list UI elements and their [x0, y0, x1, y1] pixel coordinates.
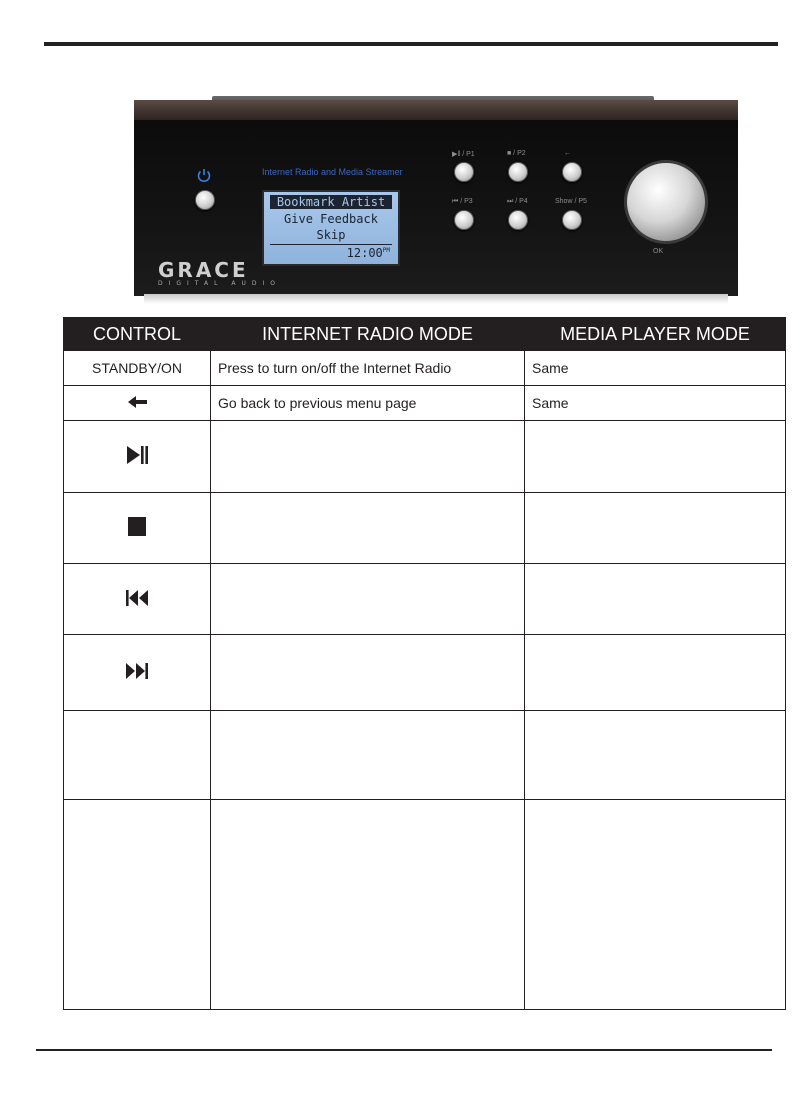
media-cell	[525, 711, 786, 800]
control-cell	[64, 493, 211, 564]
skip-back-icon	[125, 588, 149, 608]
table-row	[64, 493, 786, 564]
knob-label: OK	[653, 248, 664, 255]
device-shadow	[144, 294, 728, 304]
header-radio-mode: INTERNET RADIO MODE	[211, 318, 525, 351]
lcd-line-2: Give Feedback	[284, 212, 378, 226]
control-cell	[64, 711, 211, 800]
table-row	[64, 800, 786, 1010]
table-row	[64, 421, 786, 493]
power-button	[195, 190, 215, 210]
button-label-p3: ⏮ / P3	[452, 198, 473, 205]
top-edge	[134, 100, 738, 120]
table-row	[64, 711, 786, 800]
radio-cell	[211, 421, 525, 493]
radio-cell	[211, 800, 525, 1010]
media-cell	[525, 421, 786, 493]
radio-cell: Go back to previous menu page	[211, 386, 525, 421]
front-panel	[134, 120, 738, 296]
radio-cell	[211, 711, 525, 800]
control-cell	[64, 564, 211, 635]
table-row	[64, 386, 786, 421]
button-label-back: ←	[564, 150, 571, 157]
media-cell	[525, 635, 786, 711]
table-row	[64, 351, 786, 386]
skip-forward-icon	[125, 661, 149, 681]
grace-logo: GRACE DIGITAL AUDIO	[158, 258, 281, 287]
top-rule	[44, 42, 778, 46]
device-subtitle: Internet Radio and Media Streamer	[262, 167, 403, 177]
device-button-p3	[454, 210, 474, 230]
media-cell: Same	[525, 386, 786, 421]
lcd-separator	[270, 244, 392, 245]
button-label-p2: ■ / P2	[507, 150, 526, 157]
header-media-mode: MEDIA PLAYER MODE	[525, 318, 786, 351]
lcd-display	[262, 190, 400, 266]
media-cell	[525, 800, 786, 1010]
control-cell	[64, 421, 211, 493]
play-pause-icon	[125, 445, 149, 465]
radio-device-photo	[134, 96, 738, 302]
device-button-back	[562, 162, 582, 182]
device-button-p5	[562, 210, 582, 230]
radio-cell	[211, 493, 525, 564]
device-button-p2	[508, 162, 528, 182]
control-cell	[64, 635, 211, 711]
lcd-line-1: Bookmark Artist	[270, 195, 392, 209]
radio-cell: Press to turn on/off the Internet Radio	[211, 351, 525, 386]
control-cell: STANDBY/ON	[64, 351, 211, 386]
volume-knob	[624, 160, 708, 244]
table-row	[64, 564, 786, 635]
stop-icon	[125, 517, 149, 537]
button-label-p4: ⏭ / P4	[507, 198, 528, 205]
media-cell	[525, 564, 786, 635]
lcd-line-3: Skip	[316, 228, 346, 242]
power-icon	[196, 168, 212, 184]
media-cell: Same	[525, 351, 786, 386]
header-control: CONTROL	[64, 318, 211, 351]
device-button-p4	[508, 210, 528, 230]
control-cell	[64, 386, 211, 421]
radio-cell	[211, 564, 525, 635]
bottom-rule	[36, 1049, 772, 1051]
device-button-p1	[454, 162, 474, 182]
button-label-p1: ▶‖ / P1	[452, 151, 475, 158]
back-arrow-icon	[125, 392, 149, 412]
table-header-row	[64, 318, 786, 351]
button-label-p5: Show / P5	[555, 198, 587, 205]
table-row	[64, 635, 786, 711]
lcd-clock: $12:00^{PM}$	[346, 246, 390, 260]
radio-cell	[211, 635, 525, 711]
media-cell	[525, 493, 786, 564]
control-cell	[64, 800, 211, 1010]
controls-table	[63, 317, 786, 1010]
